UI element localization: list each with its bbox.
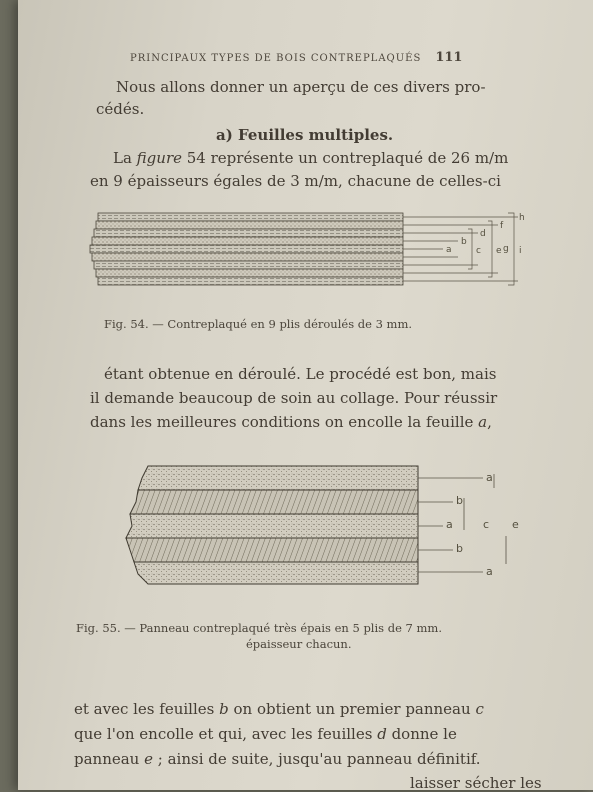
p2-text: dans les meilleures conditions on encolle la feuille bbox=[90, 413, 479, 431]
p1-line-2: en 9 épaisseurs égales de 3 m/m, chacune de celles-ci bbox=[90, 172, 501, 190]
fig55-letters bbox=[446, 471, 519, 578]
p1-text-2: 54 représente un contreplaqué de 26 m/m bbox=[182, 149, 509, 167]
p3-line-3 bbox=[74, 750, 481, 768]
intro-line-1: Nous allons donner un aperçu de ces divers pro- bbox=[116, 78, 486, 96]
p3-text-6: ; ainsi de suite, jusqu'au panneau définitif. bbox=[153, 750, 481, 768]
fig54-label: f bbox=[500, 221, 504, 231]
p2-line-1: étant obtenue en déroulé. Le procédé est bon, mais bbox=[104, 365, 497, 383]
fig55-label: b bbox=[456, 542, 463, 555]
p3-line-4: laisser sécher les bbox=[410, 774, 542, 792]
fig54-letters bbox=[446, 213, 525, 256]
fig55-label: e bbox=[512, 518, 519, 531]
page-number: 111 bbox=[435, 50, 463, 65]
fig55-label: a bbox=[486, 565, 493, 578]
section-heading: a) Feuilles multiples. bbox=[216, 126, 394, 144]
fig54-label: b bbox=[461, 237, 467, 247]
p3-text: et avec les feuilles bbox=[74, 700, 220, 718]
p3-line-1 bbox=[74, 700, 484, 718]
fig54-label: g bbox=[503, 244, 509, 254]
p3-italic-d: d bbox=[377, 725, 387, 743]
figure-55-caption-line-2: épaisseur chacun. bbox=[246, 637, 352, 651]
figure-55-diagram bbox=[108, 458, 528, 593]
figure-54-caption: Fig. 54. — Contreplaqué en 9 plis déroulés de 3 mm. bbox=[104, 317, 413, 331]
p2-comma: , bbox=[487, 413, 492, 431]
fig55-label: b bbox=[456, 494, 463, 507]
p2-italic-a: a bbox=[478, 413, 488, 431]
p3-line-2 bbox=[74, 725, 457, 743]
figure-55-caption-line-1: Fig. 55. — Panneau contreplaqué très épais en 5 plis de 7 mm. bbox=[76, 621, 442, 635]
fig54-label: a bbox=[446, 245, 452, 255]
fig54-plies bbox=[90, 213, 403, 285]
fig55-label: c bbox=[483, 518, 490, 531]
intro-line-2: cédés. bbox=[96, 100, 145, 118]
fig54-label: c bbox=[476, 246, 481, 256]
p1-line-1 bbox=[113, 149, 508, 167]
p2-line-2: il demande beaucoup de soin au collage. Pour réussir bbox=[90, 389, 498, 407]
fig55-leader-lines bbox=[418, 474, 506, 572]
fig54-label: e bbox=[496, 246, 502, 256]
p3-italic-c: c bbox=[475, 700, 484, 718]
book-page bbox=[18, 0, 593, 790]
running-header bbox=[130, 50, 462, 65]
p1-italic-figure: figure bbox=[136, 149, 182, 167]
fig54-label: h bbox=[519, 213, 525, 223]
fig55-label: a bbox=[446, 518, 453, 531]
p3-text-2: on obtient un premier panneau bbox=[228, 700, 476, 718]
figure-54-diagram bbox=[78, 205, 528, 300]
p1-text: La bbox=[113, 149, 137, 167]
p3-text-3: que l'on encolle et qui, avec les feuilles bbox=[74, 725, 378, 743]
fig55-plies bbox=[126, 466, 418, 584]
fig54-label: d bbox=[480, 229, 486, 239]
running-title: PRINCIPAUX TYPES DE BOIS CONTREPLAQUÉS bbox=[130, 53, 422, 64]
fig54-label: i bbox=[519, 246, 522, 256]
p3-text-4: donne le bbox=[386, 725, 457, 743]
p3-text-5: panneau bbox=[74, 750, 145, 768]
p3-italic-e: e bbox=[144, 750, 154, 768]
p3-italic-b: b bbox=[219, 700, 229, 718]
fig55-label: a bbox=[486, 471, 493, 484]
p2-line-3 bbox=[90, 413, 492, 431]
